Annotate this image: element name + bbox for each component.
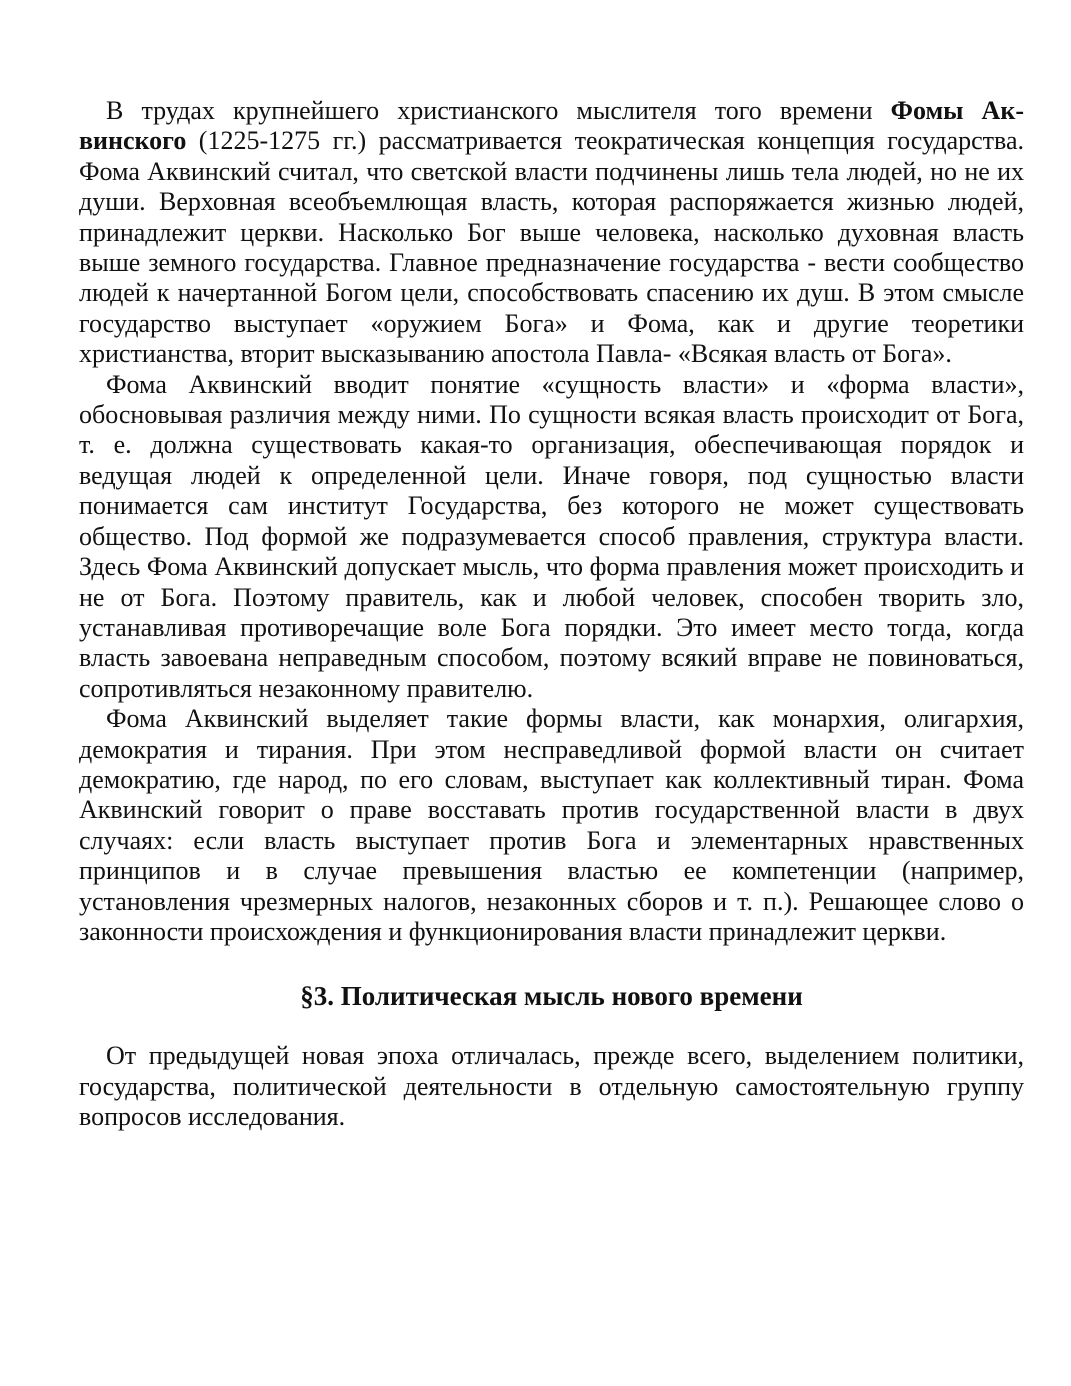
paragraph-aquinas-theocracy [79, 96, 1024, 370]
paragraph-essence-form-power: Фома Аквинский вводит понятие «сущность власти» и «форма власти», обосновывая различия между ними. По сущности всякая власть происходит от Бога, т. е. должна существовать какая-то организация, обеспечивающая порядок и ведущая людей к определенной цели. Иначе говоря, под сущностью власти понимается сам институт Государства, без которого не может существовать общество. Под формой же подразумевается способ правления, структура власти. Здесь Фома Аквинский допускает мысль, что форма правления может происходить и не от Бога. Поэтому правитель, как и любой человек, способен творить зло, устанавливая противоречащие воле Бога порядки. Это имеет место тогда, когда власть завоевана неправедным способом, поэтому всякий вправе не повиноваться, сопротивляться незаконному правителю. [79, 369, 1024, 703]
paragraph-new-era: От предыдущей новая эпоха отличалась, прежде всего, выделением политики, государства, политической деятельности в отдельную самостоятельную группу вопросов исследования. [79, 1041, 1024, 1132]
bold-name-aquinas: Фомы Аквинского [79, 96, 1024, 156]
paragraph-intro-text: В трудах крупнейшего христианского мыслителя того времени [106, 96, 891, 125]
paragraph-forms-of-power: Фома Аквинский выделяет такие формы власти, как монархия, олигархия, демократия и тирания. При этом несправедливой формой власти он считает демократию, где народ, по его словам, выступает как коллективный тиран. Фома Аквинский говорит о праве восставать против государственной власти в двух случаях: если власть выступает против Бога и элементарных нравственных принципов и в случае превышения властью ее компетенции (например, установления чрезмерных налогов, незаконных сборов и т. п.). Решающее слово о законности происхождения и функционирования власти принадлежит церкви. [79, 704, 1024, 946]
document-page [79, 96, 1024, 1133]
section-heading: §3. Политическая мысль нового времени [300, 981, 803, 1012]
paragraph-rest-text: (1225-1275 гг.) рассматривается теократическая концепция государства. Фома Аквинский считал, что светской власти подчинены лишь тела людей, но не их души. Верховная всеобъемлющая власть, которая распоряжается жизнью людей, принадлежит церкви. Насколько Бог выше человека, насколько духовная власть выше земного государства. Главное предназначение государства - вести сообщество людей к начертанной Богом цели, способствовать спасению их душ. В этом смысле государство выступает «оружием Бога» и Фома, как и другие теоретики христианства, вторит высказыванию апостола Павла- «Всякая власть от Бога». [79, 126, 1024, 369]
